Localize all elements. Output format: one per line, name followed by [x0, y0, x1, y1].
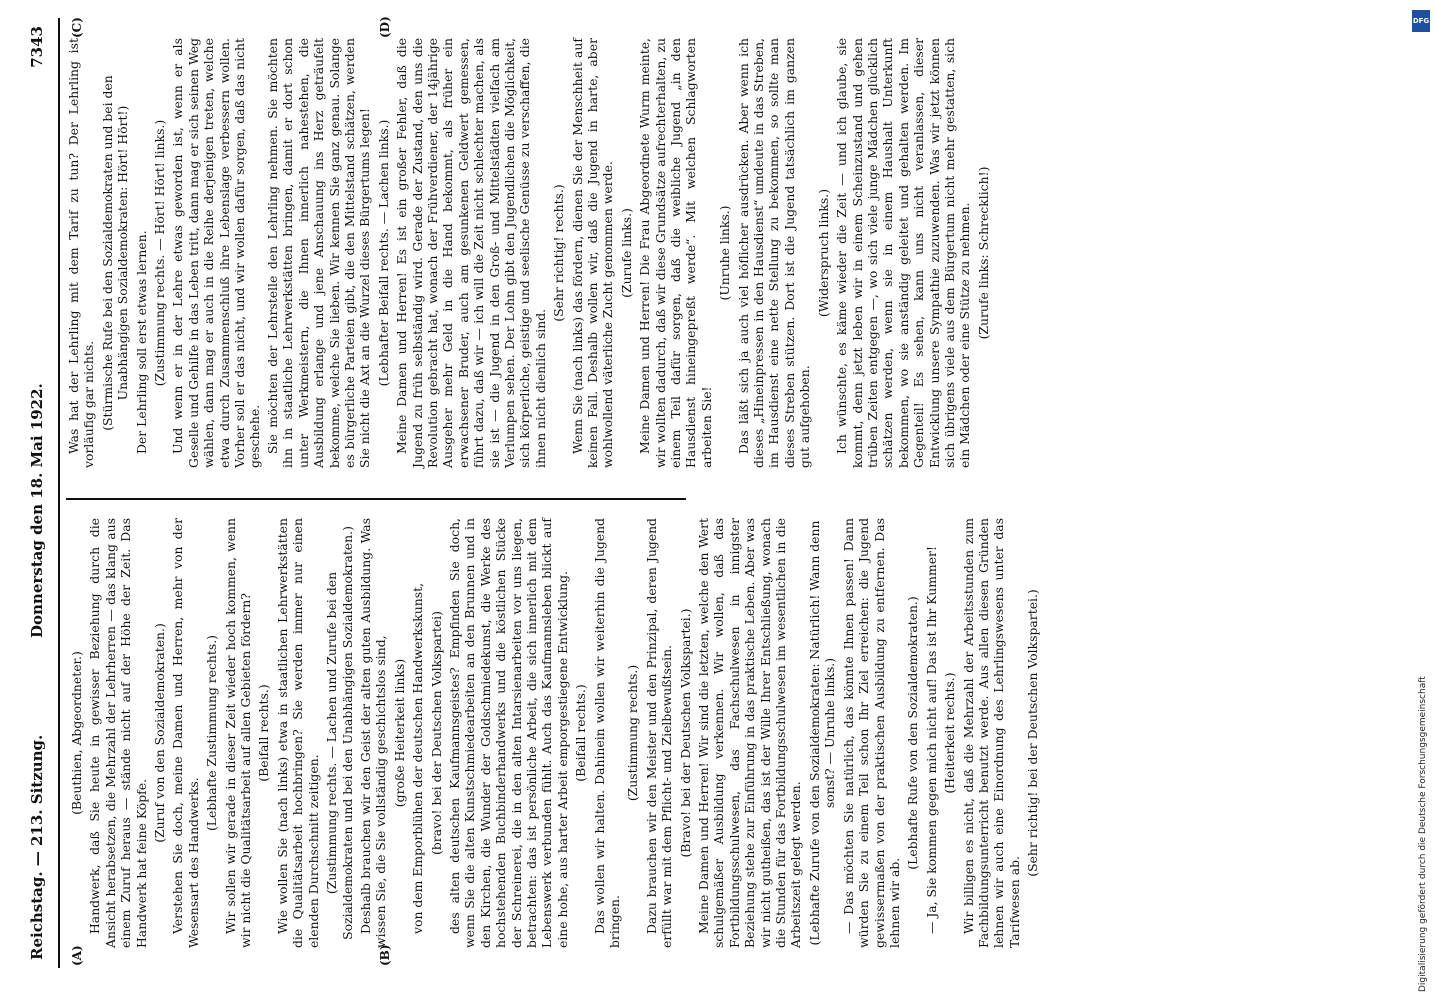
margin-marker-a: (A): [70, 945, 84, 966]
paragraph: Ich wünschte, es käme wieder die Zeit — und ich glaube, sie kommt, denn jetzt leben wir in einem Scheinzustand und gehen trüben Zeiten entgegen —, wo sich viele junge Mädchen glücklich schätzen werden, wenn sie in einem Haushalt Unterkunft bekommen, wo sie anständig geleitet und gehalten werden. Im Gegenteil! Es sehen, kann uns nicht veranlassen, dieser Entwicklung unsere Sympathie zuzuwenden. Was wir jetzt können sich übrigens viele aus dem Bürgertum nicht mehr gestatten, sich ein Mädchen oder eine Stütze zu nehmen.: [834, 38, 973, 468]
interjection: (bravo! bei der Deutschen Volkspartei): [428, 611, 444, 855]
paragraph: — Das möchten Sie natürlich, das könnte Ihnen passen! Dann würden Sie zu einem Teil schon Ihr Ziel erreichen: die Jugend gewissermaßen von der praktischen Ausbildung zu entfernen. Das lehnen wir ab.: [840, 518, 902, 948]
interjection: (große Heiterkeit links): [391, 658, 407, 808]
interjection: (Beifall rechts.): [256, 684, 272, 782]
paragraph: Und wenn er in der Lehre etwas geworden ist, wenn er als Geselle und Gehilfe in das Leben tritt, dann mag er sich seinen Weg wählen, dann mag er auch in die Reihe derjenigen treten, welche etwa durch Zusammenschluß ihre Lebenslage verbessern wollen. Vorher soll er das nicht, und wir wollen dafür sorgen, daß das nicht geschehe.: [170, 38, 263, 468]
paragraph: Dazu brauchen wir den Meister und den Prinzipal, deren Jugend erfüllt war mit dem Pflicht- und Zielbewußtsein.: [643, 518, 675, 948]
interjection: (Beuthien, Abgeordneter.): [69, 651, 84, 815]
paragraph: Wenn Sie (nach links) das fördern, dienen Sie der Menschheit auf keinen Fall. Deshalb wollen wir, daß die Jugend in harte, aber wohlwollend väterliche Zucht genommen werde.: [569, 38, 616, 468]
paragraph: Meine Damen und Herren! Wir sind die letzten, welche den Wert schulgemäßer Ausbildung verkennen. Wir wollen, daß das Fortbildungsschulwesen, das Fachschulwesen in innigster Beziehung stehe zur Einführung in das praktische Leben. Aber was wir nicht gutheißen, das ist der Wille Ihrer Entschließung, wonach die Stunden für das Fortbildungsschulwesen im wesentlichen in die Arbeitszeit gelegt werden.: [696, 518, 804, 948]
paragraph: Wir billigen es nicht, daß die Mehrzahl der Arbeitsstunden zum Fachbildungsunterricht benutzt werde. Aus allen diesen Gründen lehnen wir auch eine Einordnung des Lehrlingswesens unter das Tarifwesen ab.: [960, 518, 1022, 948]
interjection: (Zurufe links.): [618, 208, 634, 298]
margin-marker-c: (C): [70, 17, 84, 38]
paragraph: Wie wollen Sie (nach links) etwa in staatlichen Lehrwerkstätten die Qualitätsarbeit hochbringen? Sie werden immer nur einen elenden Durchschnitt zeitigen.: [274, 518, 321, 948]
interjection: (Beifall rechts.): [573, 684, 589, 782]
interjection: (Zuruf von den Sozialdemokraten.): [152, 623, 168, 843]
interjection: (Lebhafte Zurufe von den Sozialdemokraten: Natürlich! Wann denn sonst? — Unruhe links.): [806, 520, 838, 946]
page-number: 7343: [28, 26, 46, 68]
rotated-page: [18, 18, 1388, 968]
interjection: (Lebhafter Beifall rechts. — Lachen links.): [375, 119, 391, 387]
paragraph: Handwerk, daß Sie heute in gewisser Beziehung durch die Ansicht herabsetzen, die Mehrzahl der Lehrherren — das klang aus einem Zuruf heraus — stände nicht auf der Höhe der Zeit. Das Handwerk hat feine Köpfe.: [87, 518, 149, 948]
paragraph: Das läßt sich ja auch viel höflicher ausdrücken. Aber wenn ich dieses „Hineinpressen in den Hausdienst“ umdeute in das Streben, im Hausdienst eine nette Stellung zu bekommen, so sollte man dieses Streben stützen. Dort ist die Jugend tatsächlich im ganzen gut aufgehoben.: [735, 38, 813, 468]
paragraph: Sie möchten der Lehrstelle den Lehrling nehmen. Sie möchten ihn in staatliche Lehrwerkstätten bringen, damit er dort schon unter Werkmeistern, die Ihnen innerlich nahestehen, die Ausbildung erlange und jene Anschauung ins Herz geträufelt bekomme, welche Sie lieben. Wir kennen Sie ganz genau. Solange es bürgerliche Parteien gibt, die den Mittelstand schätzen, werden Sie nicht die Axt an die Wurzel dieses Bürgertums legen!: [264, 38, 373, 468]
paragraph: Meine Damen und Herren! Die Frau Abgeordnete Wurm meinte, wir wollten dadurch, daß wir diese Grundsätze aufrechterhalten, zu einem Teil dafür sorgen, daß die weibliche Jugend „in den Hausdienst hineingepreßt werde“. Mit welchen Schlagworten arbeiten Sie!: [637, 38, 714, 468]
header-session: Reichstag. — 213. Sitzung.: [28, 734, 46, 960]
digitization-credit: Digitalisierung gefördert durch die Deutsche Forschungsgemeinschaft: [1418, 676, 1428, 992]
paragraph: Was hat der Lehrling mit dem Tarif zu tun? Der Lehrling ist vorläufig gar nichts.: [66, 38, 97, 468]
interjection: (Heiterkeit rechts.): [942, 672, 958, 794]
page-header: [18, 18, 60, 968]
paragraph: von dem Emporblühen der deutschen Handwerkskunst,: [410, 582, 426, 934]
text-column-right: [66, 38, 991, 468]
interjection: (Zustimmung rechts.): [625, 664, 641, 802]
margin-marker-d: (D): [378, 16, 392, 38]
interjection: (Stürmische Rufe bei den Sozialdemokraten und bei den Unabhängigen Sozialdemokraten: Hört! Hört!): [99, 75, 131, 431]
paragraph: des alten deutschen Kaufmannsgeistes? Empfinden Sie doch, wenn Sie die alten Kunstschmiedearbeiten an den Brunnen und in den Kirchen, die Wunder der Goldschmiedekunst, die Werke des hochstehenden Buchbinderhandwerks und die köstlichen Stücke der Schreinerei, die in den alten Intarsienarbeiten vor uns liegen, betrachten: das ist persönliche Arbeit, die sich innerlich mit dem Lebenswerk verbunden fühlt. Auch das Kaufmannsleben blickt auf eine hohe, aus harter Arbeit emporgestiegene Entwicklung.: [446, 518, 570, 948]
interjection: (Sehr richtig! rechts.): [551, 184, 567, 322]
dfg-logo-icon: DFG: [1412, 10, 1430, 32]
side-credit-strip: [1406, 8, 1432, 992]
interjection: (Zurufe links: Schrecklich!): [975, 166, 991, 340]
interjection: (Bravo! bei der Deutschen Volkspartei.): [677, 608, 693, 858]
interjection: (Lebhafte Zustimmung rechts.): [204, 634, 220, 832]
paragraph: Wir sollen wir gerade in dieser Zeit wieder hoch kommen, wenn wir nicht die Qualitätsarbeit auf allen Gebieten fördern?: [222, 518, 254, 948]
paragraph: Meine Damen und Herren! Es ist ein großer Fehler, daß die Jugend zu früh selbständig wird. Gerade der Zustand, den uns die Revolution gebracht hat, wonach der Frühverdiener, der 14jährige Ausgeher mehr Geld in die Hand bekommt, als früher ein erwachsener Bruder, auch am gesunkenen Geldwert gemessen, führt dazu, daß wir — ich will die Zeit nicht schlechter machen, als sie ist — die Jugend in den Groß- und Mittelstädten vielfach am Verlumpen sehen. Der Lohn gibt den Jugendlichen die Möglichkeit, sich körperliche, geistige und seelische Genüsse zu verschaffen, die ihnen nicht dienlich sind.: [394, 38, 548, 468]
interjection: (Lebhafte Rufe von den Sozialdemokraten.): [905, 596, 921, 870]
interjection: (Zustimmung rechts. — Hört! Hört! links.): [152, 119, 168, 387]
header-date: Donnerstag den 18. Mai 1922.: [28, 383, 46, 638]
interjection: (Widerspruch links.): [815, 188, 831, 318]
interjection: (Zustimmung rechts. — Lachen und Zurufe bei den Sozialdemokraten und bei den Unabhängigen Sozialdemokraten.): [324, 526, 355, 940]
paragraph: Der Lehrling soll erst etwas lernen.: [133, 230, 149, 454]
interjection: (Sehr richtig! bei der Deutschen Volkspartei.): [1025, 589, 1041, 877]
margin-marker-b: (B): [378, 944, 392, 966]
paragraph: Das wollen wir halten. Dahinein wollen wir weiterhin die Jugend bringen.: [591, 518, 622, 948]
paragraph: — Ja, Sie kommen gegen mich nicht auf! Das ist Ihr Kummer!: [923, 546, 939, 934]
paragraph: Verstehen Sie doch, meine Damen und Herren, mehr von der Wesensart des Handwerks.: [170, 518, 201, 948]
text-column-left: [66, 518, 1041, 948]
interjection: (Unruhe links.): [717, 205, 733, 301]
paragraph: Deshalb brauchen wir den Geist der alten guten Ausbildung. Was wissen Sie, die Sie vollständig geschichtslos sind,: [357, 518, 389, 948]
column-divider: [66, 498, 686, 500]
